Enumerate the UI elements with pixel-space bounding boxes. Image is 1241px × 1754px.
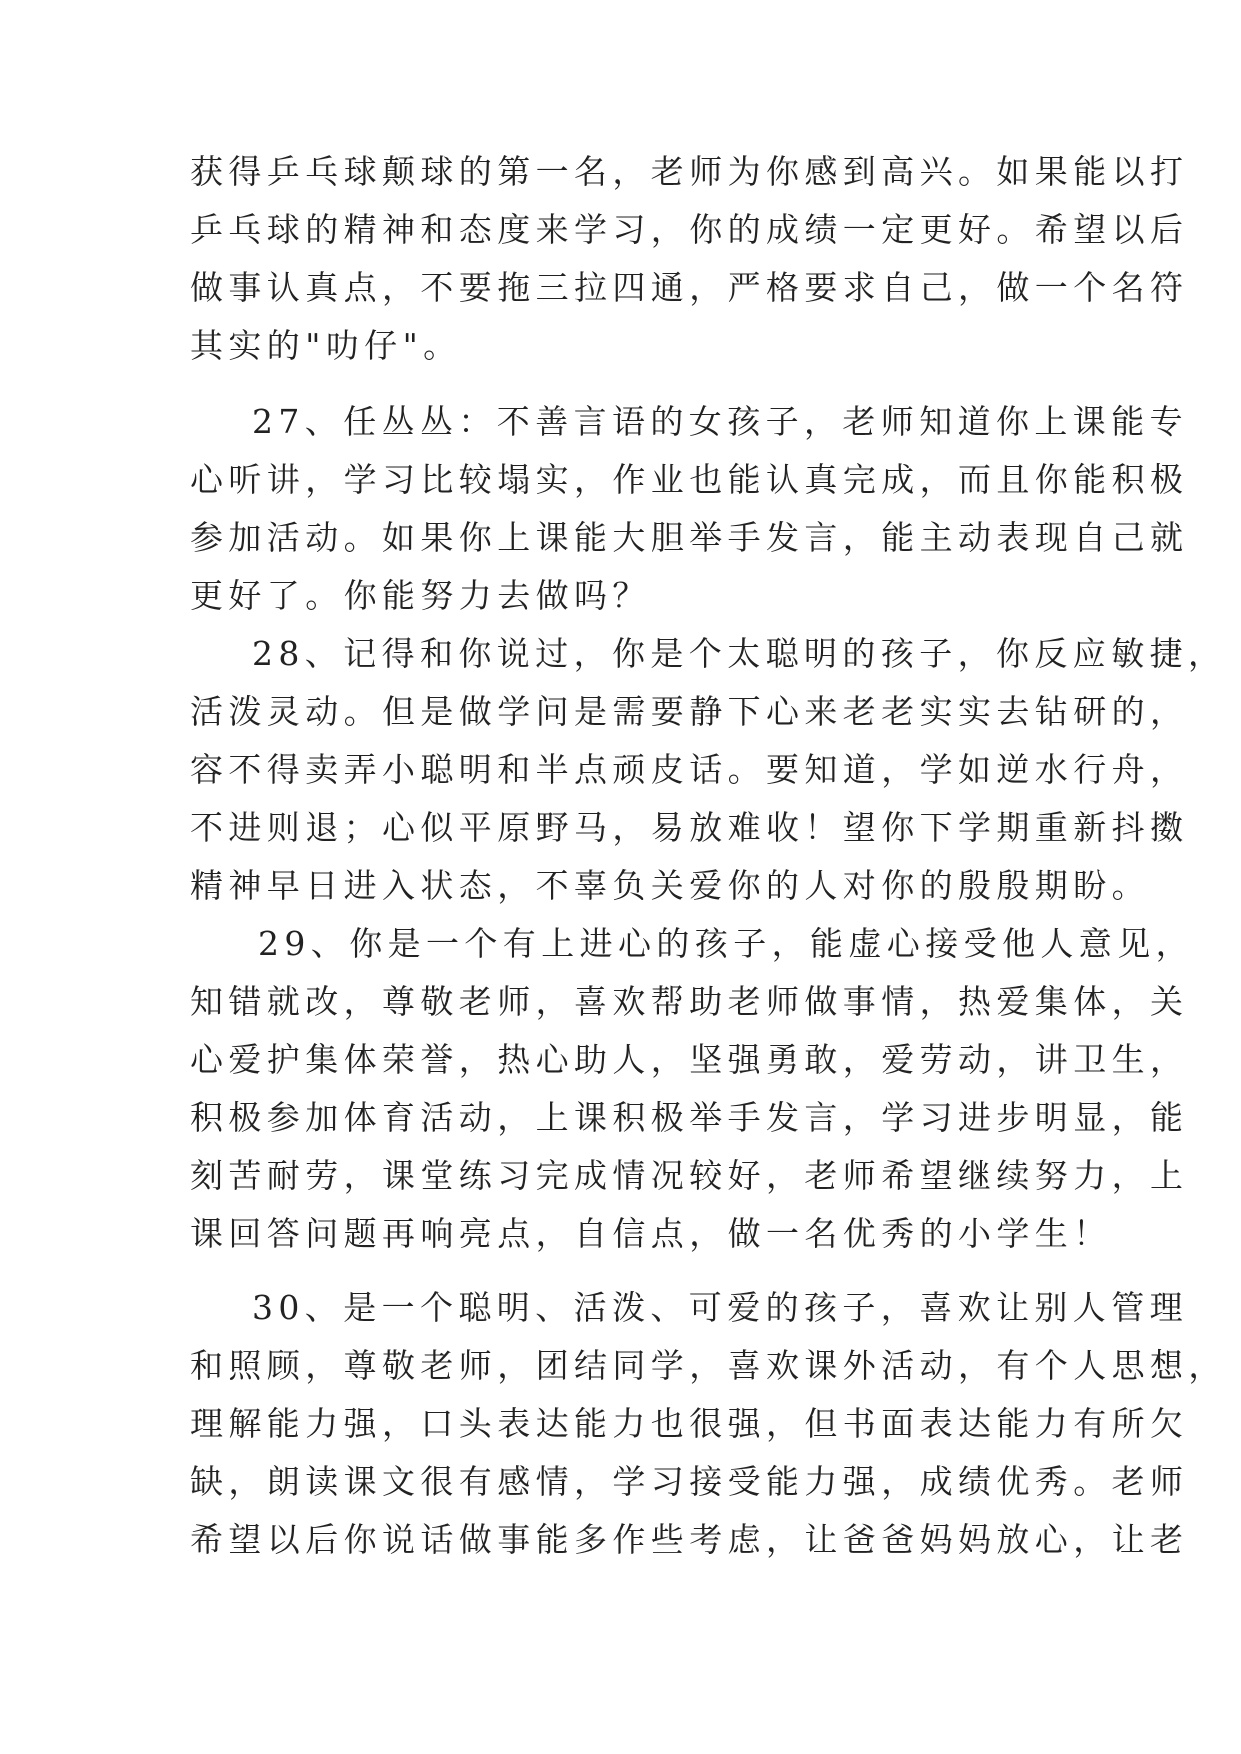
text-line: 活泼灵动。但是做学问是需要静下心来老老实实去钻研的， [190, 692, 1189, 731]
text-line: 希望以后你说话做事能多作些考虑，让爸爸妈妈放心，让老 [190, 1520, 1189, 1559]
text-line: 心爱护集体荣誉，热心助人，坚强勇敢，爱劳动，讲卫生， [190, 1040, 1189, 1079]
text-line: 积极参加体育活动，上课积极举手发言，学习进步明显，能 [190, 1098, 1189, 1137]
text-line: 更好了。你能努力去做吗？ [190, 576, 651, 615]
text-line: 理解能力强，口头表达能力也很强，但书面表达能力有所欠 [190, 1404, 1189, 1443]
paragraph-29-start: 29、你是一个有上进心的孩子，能虚心接受他人意见， [258, 924, 1194, 963]
text-line: 做事认真点，不要拖三拉四通，严格要求自己，做一个名符 [190, 268, 1189, 307]
text-line: 获得乒乓球颠球的第一名，老师为你感到高兴。如果能以打 [190, 152, 1189, 191]
text-line: 参加活动。如果你上课能大胆举手发言，能主动表现自己就 [190, 518, 1189, 557]
text-line: 和照顾，尊敬老师，团结同学，喜欢课外活动，有个人思想， [190, 1346, 1227, 1385]
text-line: 刻苦耐劳，课堂练习完成情况较好，老师希望继续努力，上 [190, 1156, 1189, 1195]
text-line: 缺，朗读课文很有感情，学习接受能力强，成绩优秀。老师 [190, 1462, 1189, 1501]
text-line: 乒乓球的精神和态度来学习，你的成绩一定更好。希望以后 [190, 210, 1189, 249]
paragraph-28-start: 28、记得和你说过，你是个太聪明的孩子，你反应敏捷， [252, 634, 1227, 673]
text-line: 容不得卖弄小聪明和半点顽皮话。要知道，学如逆水行舟， [190, 750, 1189, 789]
text-line: 课回答问题再响亮点，自信点，做一名优秀的小学生！ [190, 1214, 1112, 1253]
text-line: 不进则退；心似平原野马，易放难收！望你下学期重新抖擞 [190, 808, 1189, 847]
text-line: 其实的"叻仔"。 [190, 326, 462, 365]
paragraph-27-start: 27、任丛丛：不善言语的女孩子，老师知道你上课能专 [252, 402, 1188, 441]
text-line: 知错就改，尊敬老师，喜欢帮助老师做事情，热爱集体，关 [190, 982, 1189, 1021]
paragraph-30-start: 30、是一个聪明、活泼、可爱的孩子，喜欢让别人管理 [252, 1288, 1188, 1327]
text-line: 心听讲，学习比较塌实，作业也能认真完成，而且你能积极 [190, 460, 1189, 499]
text-line: 精神早日进入状态，不辜负关爱你的人对你的殷殷期盼。 [190, 866, 1150, 905]
